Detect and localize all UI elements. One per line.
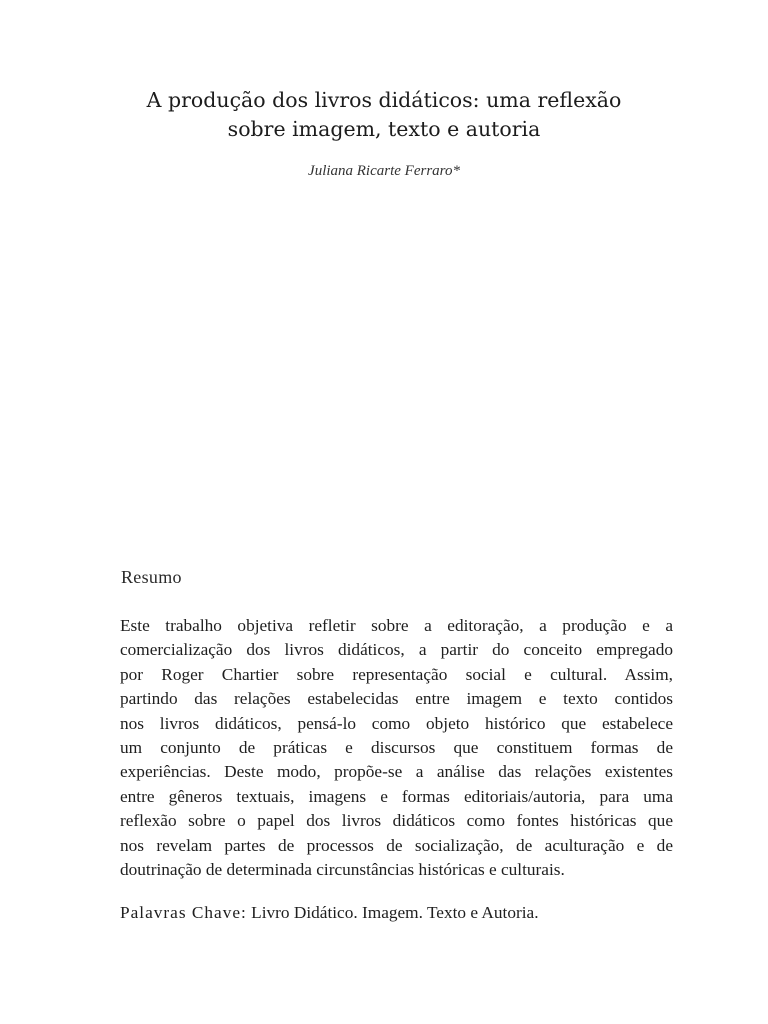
abstract-heading: Resumo [121, 567, 182, 587]
paper-title [0, 86, 768, 144]
abstract-line: partindo das relações estabelecidas entre imagem e texto contidos [120, 689, 673, 709]
abstract-body [120, 614, 673, 882]
keywords-label: Palavras Chave: [120, 903, 247, 922]
abstract-line: comercialização dos livros didáticos, a partir do conceito empregado [120, 640, 673, 660]
abstract-line: experiências. Deste modo, propõe-se a análise das relações existentes [120, 762, 673, 782]
abstract-line: entre gêneros textuais, imagens e formas editoriais/autoria, para uma [120, 786, 673, 806]
paper-title-line-2: sobre imagem, texto e autoria [227, 117, 541, 141]
author-name: Juliana Ricarte Ferraro* [308, 163, 460, 179]
abstract-line: nos livros didáticos, pensá-lo como objeto histórico que estabelece [120, 713, 673, 733]
abstract-line: um conjunto de práticas e discursos que constituem formas de [120, 738, 673, 758]
keywords [120, 903, 539, 923]
abstract-line: Este trabalho objetiva refletir sobre a editoração, a produção e a [120, 616, 673, 635]
abstract-line: por Roger Chartier sobre representação social e cultural. Assim, [120, 664, 673, 684]
abstract-line-last: doutrinação de determinada circunstâncias históricas e culturais. [120, 860, 565, 880]
paper-title-line-1: A produção dos livros didáticos: uma reflexão [146, 88, 622, 112]
abstract-line: reflexão sobre o papel dos livros didáticos como fontes históricas que [120, 811, 673, 831]
keywords-text: Livro Didático. Imagem. Texto e Autoria. [246, 903, 539, 922]
abstract-line: nos revelam partes de processos de socialização, de aculturação e de [120, 835, 673, 855]
